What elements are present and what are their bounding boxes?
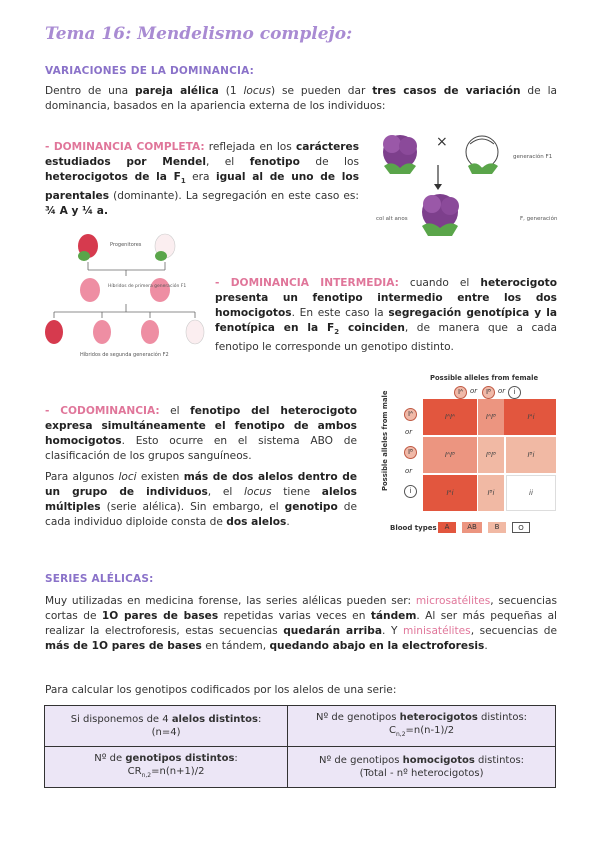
abo-punnett-figure — [370, 370, 560, 540]
dominancia-intermedia-paragraph: - DOMINANCIA INTERMEDIA: cuando el heterocigoto presenta un fenotipo intermedio entre los dos homocigotos. En este caso la segregación genotípica y la fenotípica en la $F_2$ coinciden, de manera que a cada fenotipo le corresponde un genotipo distinto. — [215, 277, 558, 354]
f1-hybrid-label: Híbridos de primera generación F1 — [108, 284, 187, 289]
blood-type-a: A — [438, 522, 456, 533]
purple-flower-f1-icon — [422, 194, 459, 236]
blood-type-o: O — [512, 522, 530, 533]
purple-flower-icon — [383, 135, 417, 174]
allele-female-a: Iᴬ — [454, 386, 467, 399]
genotype-table — [44, 705, 556, 788]
punnett-cell: IᴬIᴮ — [478, 399, 504, 435]
alelos-multiples-paragraph: Para algunos loci existen más de dos alelos dentro de un grupo de individuos, el locus tiene alelos múltiples (serie alélica). Sin embargo, el genotipo de cada individuo diploide consta de dos alelos. — [45, 471, 358, 528]
cross-symbol: × — [436, 134, 448, 150]
table-cell: Si disponemos de 4 alelos distintos: (n=4) — [45, 706, 288, 747]
series-paragraph: Muy utilizadas en medicina forense, las series alélicas pueden ser: microsatélites, secuencias cortas de 1O pares de bases repetidas varias veces en tándem. Al ser más pequeñas al realizar la electroforesis, estas secuencias quedarán arriba. Y minisatélites, secuencias de más de 1O pares de bases en tándem, quedando abajo en la electroforesis. — [45, 595, 558, 652]
table-cell: Nº de genotipos homocigotos distintos: (Total - nº heterocigotos) — [288, 747, 556, 788]
allele-male-a: Iᴬ — [404, 408, 417, 421]
punnett-cell: Iᴮi — [478, 475, 504, 511]
white-snapdragon-icon — [155, 234, 175, 261]
snapdragon-figure — [40, 232, 215, 362]
f2-hybrid-label: Híbridos de segunda generación F2 — [80, 352, 169, 358]
codominancia-paragraph: - CODOMINANCIA: el fenotipo del heterocigoto expresa simultáneamente el fenotipo de ambos homocigotos. Esto ocurre en el sistema ABO de clasificación de los grupos sanguíneos. — [45, 405, 357, 462]
calc-intro: Para calcular los genotipos codificados por los alelos de una serie: — [45, 684, 397, 696]
or-label: or — [470, 387, 478, 395]
page-title: Tema 16: Mendelismo complejo: — [45, 24, 353, 44]
blood-type-b: B — [488, 522, 506, 533]
female-alleles-title: Possible alleles from female — [430, 374, 539, 382]
section-heading-series: SERIES ALÉLICAS: — [45, 573, 154, 585]
progenitores-label: Progenitores — [110, 242, 142, 248]
male-alleles-title: Possible alleles from male — [381, 390, 389, 491]
punnett-cell: Iᴬi — [423, 475, 477, 511]
pea-flower-cross-figure — [370, 120, 560, 250]
section-heading-dominancia: VARIACIONES DE LA DOMINANCIA: — [45, 65, 255, 77]
or-label: or — [405, 428, 413, 436]
f1-label: generación F1 — [513, 154, 553, 160]
table-cell: Nº de genotipos distintos: $CR_{n,2}=n(n+1)/2$ — [45, 747, 288, 788]
punnett-cell: ii — [506, 475, 556, 511]
punnett-cell: Iᴬi — [506, 399, 556, 435]
bottom-left-label: col alt anos — [376, 216, 408, 222]
allele-female-i: i — [508, 386, 521, 399]
punnett-cell: IᴮIᴮ — [478, 437, 504, 473]
f2-snapdragons-icon — [45, 320, 204, 344]
blood-types-label: Blood types — [390, 524, 437, 532]
pink-snapdragon-icon — [80, 278, 170, 302]
allele-male-b: Iᴮ — [404, 446, 417, 459]
intro-paragraph: Dentro de una pareja alélica (1 locus) se pueden dar tres casos de variación de la dominancia, basados en la apariencia externa de los individuos: — [45, 85, 558, 112]
or-label: or — [498, 387, 506, 395]
table-cell: Nº de genotipos heterocigotos distintos: $C_{n,2}=n(n-1)/2$ — [288, 706, 556, 747]
punnett-cell: IᴬIᴬ — [423, 399, 477, 435]
punnett-cell: IᴬIᴮ — [423, 437, 477, 473]
allele-female-b: Iᴮ — [482, 386, 495, 399]
dominancia-completa-paragraph: - DOMINANCIA COMPLETA: reflejada en los carácteres estudiados por Mendel, el fenotipo de los heterocigotos de la $F_1$ era igual al de uno de los parentales (dominante). La segregación en este caso es: ¾ A y ¼ a. — [45, 141, 360, 218]
punnett-cell: Iᴮi — [506, 437, 556, 473]
white-flower-icon — [466, 136, 498, 174]
arrow-down-icon — [434, 184, 442, 190]
blood-type-ab: AB — [462, 522, 482, 533]
allele-male-i: i — [404, 485, 417, 498]
red-snapdragon-icon — [78, 234, 98, 261]
or-label: or — [405, 467, 413, 475]
bottom-right-label: F, generación — [520, 216, 558, 222]
